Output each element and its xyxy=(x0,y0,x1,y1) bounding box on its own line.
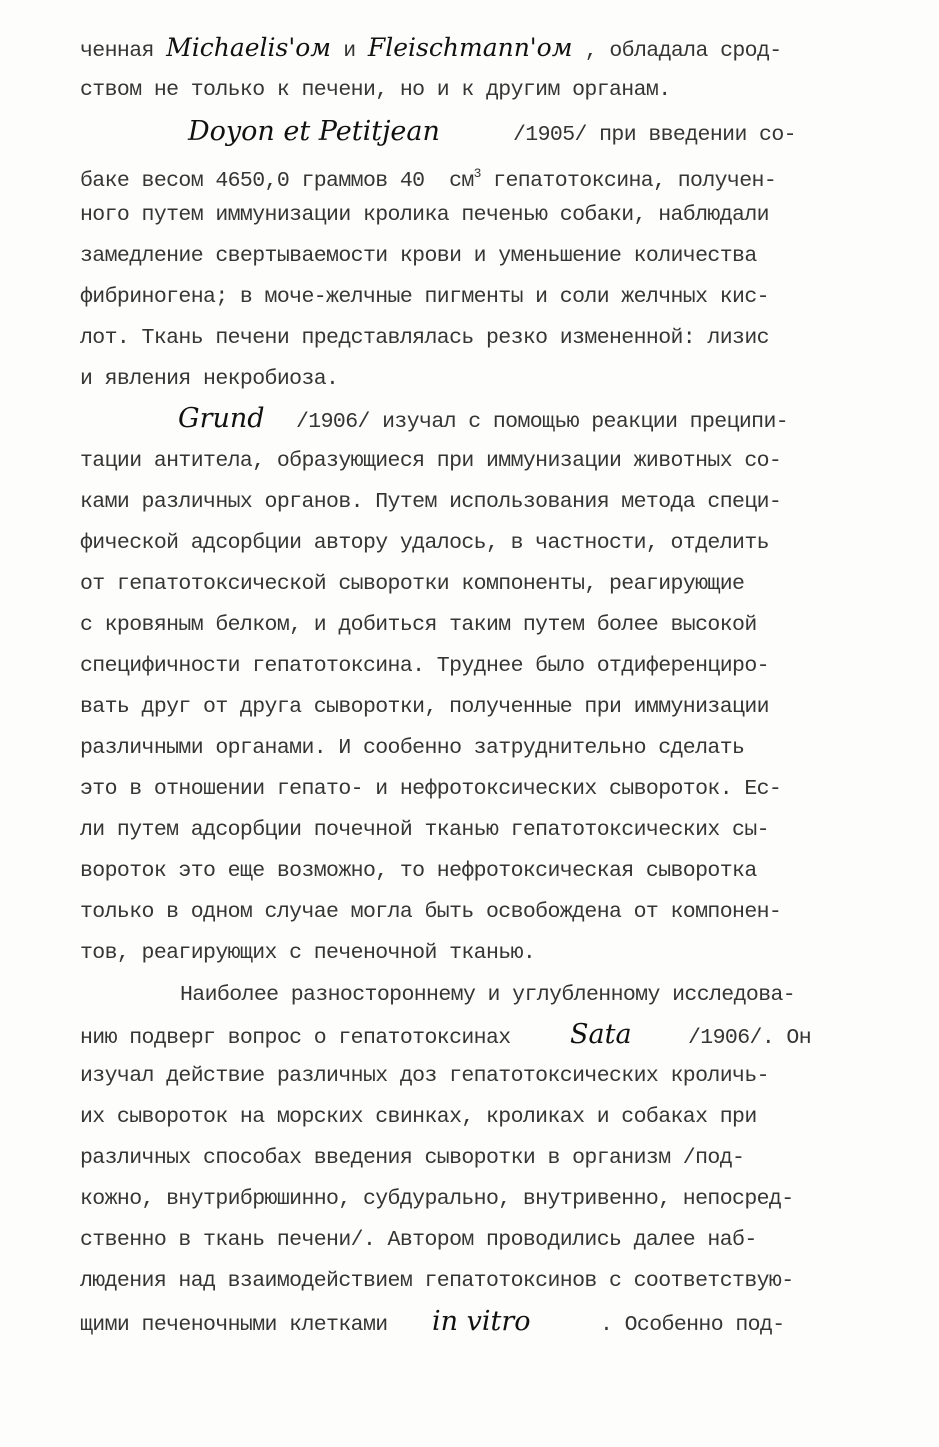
text-line xyxy=(80,1021,811,1052)
text-line: от гепатотоксической сыворотки компоненты, реагирующие xyxy=(80,572,745,596)
text-line: это в отношении гепато- и нефротоксических сывороток. Ес- xyxy=(80,777,782,801)
handwritten-term: in vitro xyxy=(432,1306,531,1337)
text-line: различными органами. И сообенно затруднительно сделать xyxy=(80,736,745,760)
text-line: лот. Ткань печени представлялась резко измененной: лизис xyxy=(80,326,769,350)
text-line: ками различных органов. Путем использования метода специ- xyxy=(80,490,782,514)
text-line: тов, реагирующих с печеночной тканью. xyxy=(80,941,536,965)
text-line xyxy=(80,1308,785,1339)
text-line xyxy=(188,118,796,149)
line-text: . Особенно под- xyxy=(600,1313,785,1337)
text-line: изучал действие различных доз гепатотоксических кроличь- xyxy=(80,1064,769,1088)
text-line xyxy=(80,34,782,65)
text-line: ного путем иммунизации кролика печенью собаки, наблюдали xyxy=(80,203,769,227)
line-text: щими печеночными клетками xyxy=(80,1313,388,1337)
text-line: вороток это еще возможно, то нефротоксическая сыворотка xyxy=(80,859,757,883)
text-line xyxy=(80,160,776,195)
text-line: ством не только к печени, но и к другим органам. xyxy=(80,78,671,102)
text-line: вать друг от друга сыворотки, полученные при иммунизации xyxy=(80,695,769,719)
superscript: 3 xyxy=(473,166,481,181)
line-text: гепатотоксина, получен- xyxy=(480,169,777,193)
text-line: с кровяным белком, и добиться таким путем более высокой xyxy=(80,613,757,637)
text-line: их сывороток на морских свинках, кроликах и собаках при xyxy=(80,1105,757,1129)
text-line: фибриногена; в моче-желчные пигменты и соли желчных кис- xyxy=(80,285,769,309)
text-line xyxy=(178,405,788,436)
text-line: Наиболее разностороннему и углубленному исследова- xyxy=(180,983,796,1007)
text-line: ственно в ткань печени/. Автором проводились далее наб- xyxy=(80,1228,757,1252)
line-text: нию подверг вопрос о гепатотоксинах xyxy=(80,1026,511,1050)
text-line: замедление свертываемости крови и уменьшение количества xyxy=(80,244,757,268)
text-line: ли путем адсорбции почечной тканью гепатотоксических сы- xyxy=(80,818,769,842)
text-line: специфичности гепатотоксина. Труднее было отдиференциро- xyxy=(80,654,769,678)
line-text: /1905/ при введении со- xyxy=(513,123,796,147)
text-line: людения над взаимодействием гепатотоксинов с соответствую- xyxy=(80,1269,794,1293)
line-text: /1906/. Он xyxy=(688,1026,812,1050)
line-text: и xyxy=(331,39,368,63)
text-line: фической адсорбции автору удалось, в частности, отделить xyxy=(80,531,769,555)
line-text: /1906/ изучал с помощью реакции преципи- xyxy=(296,410,789,434)
handwritten-name: Doyon et Petitjean xyxy=(188,116,440,147)
line-text: баке весом 4650,0 граммов 40 см xyxy=(80,169,474,193)
text-line: только в одном случае могла быть освобождена от компонен- xyxy=(80,900,782,924)
text-line: кожно, внутрибрюшинно, субдурально, внутривенно, непосред- xyxy=(80,1187,794,1211)
text-line: тации антитела, образующиеся при иммунизации животных со- xyxy=(80,449,782,473)
line-text: ченная xyxy=(80,39,167,63)
text-line: различных способах введения сыворотки в организм /под- xyxy=(80,1146,745,1170)
handwritten-name: Grund xyxy=(178,403,265,434)
handwritten-name: Michaelis'ом xyxy=(166,33,331,62)
line-text: , обладала срод- xyxy=(572,39,782,63)
handwritten-name: Fleischmann'ом xyxy=(367,33,573,62)
text-line: и явления некробиоза. xyxy=(80,367,339,391)
handwritten-name: Sata xyxy=(570,1019,632,1050)
